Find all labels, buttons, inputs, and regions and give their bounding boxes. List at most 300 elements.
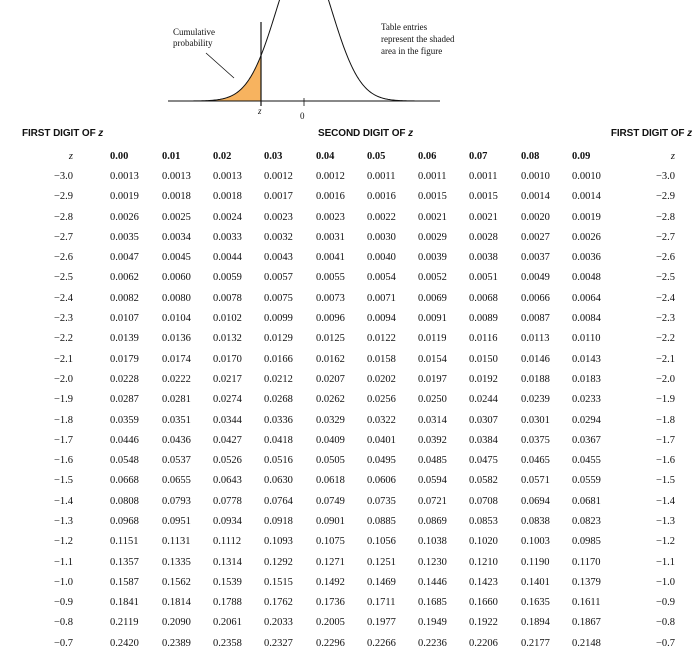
probability-cell: 0.0129 (264, 333, 293, 345)
table-row (0, 288, 680, 308)
probability-cell: 0.0446 (110, 434, 139, 446)
probability-cell: 0.0166 (264, 353, 293, 365)
first-digit-header-right: FIRST DIGIT OF z (610, 128, 692, 139)
z-value-right: −2.7 (655, 231, 675, 243)
z-value-right: −1.1 (655, 556, 675, 568)
z-column-header-right: z (670, 150, 675, 162)
probability-cell: 0.0256 (367, 394, 396, 406)
probability-cell: 0.0089 (469, 313, 498, 325)
probability-cell: 0.0571 (521, 475, 550, 487)
probability-cell: 0.0192 (469, 373, 498, 385)
z-value-right: −1.6 (655, 455, 675, 467)
probability-cell: 0.0367 (572, 434, 601, 446)
probability-cell: 0.1685 (418, 597, 447, 609)
z-value-left: −2.6 (53, 252, 73, 264)
probability-cell: 0.0233 (572, 394, 601, 406)
probability-cell: 0.0139 (110, 333, 139, 345)
probability-cell: 0.0071 (367, 292, 396, 304)
probability-cell: 0.0250 (418, 394, 447, 406)
z-value-left: −2.9 (53, 191, 73, 203)
probability-cell: 0.0091 (418, 313, 447, 325)
col-header: 0.08 (521, 150, 540, 162)
probability-cell: 0.0032 (264, 231, 293, 243)
probability-cell: 0.2061 (213, 617, 242, 629)
probability-cell: 0.0084 (572, 313, 601, 325)
z-value-left: −0.9 (53, 597, 73, 609)
probability-cell: 0.1020 (469, 536, 498, 548)
z-value-left: −3.0 (53, 170, 73, 182)
probability-cell: 0.0162 (316, 353, 345, 365)
probability-cell: 0.0183 (572, 373, 601, 385)
z-value-right: −0.8 (655, 617, 675, 629)
z-value-right: −1.3 (655, 515, 675, 527)
table-row (0, 308, 680, 328)
probability-cell: 0.1251 (367, 556, 396, 568)
probability-cell: 0.0035 (110, 231, 139, 243)
table-row (0, 329, 680, 349)
probability-cell: 0.0125 (316, 333, 345, 345)
probability-cell: 0.0051 (469, 272, 498, 284)
col-header: 0.01 (162, 150, 181, 162)
col-header: 0.06 (418, 150, 437, 162)
probability-cell: 0.0075 (264, 292, 293, 304)
z-value-left: −2.1 (53, 353, 73, 365)
probability-cell: 0.0197 (418, 373, 447, 385)
table-entries-label-line2: represent the shaded (381, 34, 455, 44)
probability-cell: 0.1056 (367, 536, 396, 548)
z-value-right: −3.0 (655, 170, 675, 182)
cumulative-label-line2: probability (173, 38, 213, 48)
probability-cell: 0.0020 (521, 211, 550, 223)
probability-cell: 0.0022 (367, 211, 396, 223)
probability-cell: 0.0019 (110, 191, 139, 203)
probability-cell: 0.0122 (367, 333, 396, 345)
probability-cell: 0.1379 (572, 576, 601, 588)
table-row (0, 613, 680, 633)
probability-cell: 0.2236 (418, 637, 447, 649)
probability-cell: 0.0918 (264, 515, 293, 527)
probability-cell: 0.0606 (367, 475, 396, 487)
probability-cell: 0.0078 (213, 292, 242, 304)
probability-cell: 0.0143 (572, 353, 601, 365)
probability-cell: 0.0475 (469, 455, 498, 467)
probability-cell: 0.0465 (521, 455, 550, 467)
probability-cell: 0.0064 (572, 292, 601, 304)
probability-cell: 0.0838 (521, 515, 550, 527)
probability-cell: 0.0116 (469, 333, 498, 345)
probability-cell: 0.0119 (418, 333, 447, 345)
probability-cell: 0.0026 (110, 211, 139, 223)
probability-cell: 0.0418 (264, 434, 293, 446)
probability-cell: 0.1423 (469, 576, 498, 588)
probability-cell: 0.0044 (213, 252, 242, 264)
probability-cell: 0.0721 (418, 495, 447, 507)
z-value-left: −1.8 (53, 414, 73, 426)
probability-cell: 0.0668 (110, 475, 139, 487)
probability-cell: 0.0150 (469, 353, 498, 365)
probability-cell: 0.0869 (418, 515, 447, 527)
z-value-right: −2.0 (655, 373, 675, 385)
probability-cell: 0.0708 (469, 495, 498, 507)
probability-cell: 0.0516 (264, 455, 293, 467)
normal-curve-figure (0, 0, 698, 125)
probability-cell: 0.0052 (418, 272, 447, 284)
probability-cell: 0.0029 (418, 231, 447, 243)
probability-cell: 0.2420 (110, 637, 139, 649)
probability-cell: 0.0174 (162, 353, 191, 365)
z-value-left: −2.2 (53, 333, 73, 345)
table-row (0, 450, 680, 470)
probability-cell: 0.0026 (572, 231, 601, 243)
probability-cell: 0.1170 (572, 556, 601, 568)
probability-cell: 0.0212 (264, 373, 293, 385)
probability-cell: 0.0073 (316, 292, 345, 304)
col-header: 0.04 (316, 150, 335, 162)
probability-cell: 0.1112 (213, 536, 242, 548)
probability-cell: 0.0069 (418, 292, 447, 304)
probability-cell: 0.0681 (572, 495, 601, 507)
z-value-right: −1.4 (655, 495, 675, 507)
probability-cell: 0.0202 (367, 373, 396, 385)
probability-cell: 0.0853 (469, 515, 498, 527)
probability-cell: 0.0096 (316, 313, 345, 325)
probability-cell: 0.0630 (264, 475, 293, 487)
z-table (0, 146, 680, 653)
probability-cell: 0.0287 (110, 394, 139, 406)
probability-cell: 0.0262 (316, 394, 345, 406)
second-digit-header: SECOND DIGIT OF z (318, 128, 413, 139)
probability-cell: 0.0031 (316, 231, 345, 243)
z-value-left: −1.1 (53, 556, 73, 568)
probability-cell: 0.1131 (162, 536, 191, 548)
z-value-right: −2.1 (655, 353, 675, 365)
table-row (0, 390, 680, 410)
probability-cell: 0.0055 (316, 272, 345, 284)
probability-cell: 0.1515 (264, 576, 293, 588)
probability-cell: 0.1038 (418, 536, 447, 548)
z-value-left: −1.2 (53, 536, 73, 548)
probability-cell: 0.0344 (213, 414, 242, 426)
column-header-row (0, 146, 680, 166)
probability-cell: 0.1003 (521, 536, 550, 548)
z-value-right: −1.5 (655, 475, 675, 487)
probability-cell: 0.0485 (418, 455, 447, 467)
probability-cell: 0.0495 (367, 455, 396, 467)
probability-cell: 0.0582 (469, 475, 498, 487)
z-value-right: −2.6 (655, 252, 675, 264)
z-value-right: −2.2 (655, 333, 675, 345)
z-value-right: −2.4 (655, 292, 675, 304)
probability-cell: 0.2148 (572, 637, 601, 649)
probability-cell: 0.0102 (213, 313, 242, 325)
z-value-left: −1.5 (53, 475, 73, 487)
shaded-area (168, 55, 261, 101)
probability-cell: 0.0024 (213, 211, 242, 223)
probability-cell: 0.1788 (213, 597, 242, 609)
probability-cell: 0.0548 (110, 455, 139, 467)
table-entries-label-line3: area in the figure (381, 46, 443, 56)
probability-cell: 0.0060 (162, 272, 191, 284)
probability-cell: 0.2033 (264, 617, 293, 629)
probability-cell: 0.0336 (264, 414, 293, 426)
probability-cell: 0.2389 (162, 637, 191, 649)
probability-cell: 0.0455 (572, 455, 601, 467)
probability-cell: 0.0793 (162, 495, 191, 507)
probability-cell: 0.1611 (572, 597, 601, 609)
probability-cell: 0.0132 (213, 333, 242, 345)
probability-cell: 0.0087 (521, 313, 550, 325)
probability-cell: 0.0808 (110, 495, 139, 507)
probability-cell: 0.0054 (367, 272, 396, 284)
probability-cell: 0.0039 (418, 252, 447, 264)
probability-cell: 0.0030 (367, 231, 396, 243)
probability-cell: 0.0038 (469, 252, 498, 264)
probability-cell: 0.0351 (162, 414, 191, 426)
col-header: 0.02 (213, 150, 232, 162)
probability-cell: 0.0301 (521, 414, 550, 426)
table-row (0, 369, 680, 389)
table-row (0, 593, 680, 613)
probability-cell: 0.1210 (469, 556, 498, 568)
probability-cell: 0.0392 (418, 434, 447, 446)
z-value-right: −0.9 (655, 597, 675, 609)
probability-cell: 0.0268 (264, 394, 293, 406)
probability-cell: 0.0041 (316, 252, 345, 264)
table-entries-label-line1: Table entries (381, 22, 428, 32)
z-value-left: −2.3 (53, 313, 73, 325)
probability-cell: 0.0207 (316, 373, 345, 385)
probability-cell: 0.1841 (110, 597, 139, 609)
probability-cell: 0.0735 (367, 495, 396, 507)
probability-cell: 0.0080 (162, 292, 191, 304)
probability-cell: 0.0436 (162, 434, 191, 446)
z-value-right: −2.9 (655, 191, 675, 203)
probability-cell: 0.1314 (213, 556, 242, 568)
probability-cell: 0.0179 (110, 353, 139, 365)
probability-cell: 0.1151 (110, 536, 139, 548)
probability-cell: 0.0018 (213, 191, 242, 203)
table-row (0, 471, 680, 491)
probability-cell: 0.2327 (264, 637, 293, 649)
probability-cell: 0.1230 (418, 556, 447, 568)
table-row (0, 166, 680, 186)
z-value-right: −2.3 (655, 313, 675, 325)
z-value-right: −1.0 (655, 576, 675, 588)
table-row (0, 532, 680, 552)
table-row (0, 207, 680, 227)
probability-cell: 0.0537 (162, 455, 191, 467)
z-value-left: −1.6 (53, 455, 73, 467)
z-value-right: −1.7 (655, 434, 675, 446)
probability-cell: 0.0559 (572, 475, 601, 487)
z-value-right: −1.9 (655, 394, 675, 406)
z-value-left: −2.5 (53, 272, 73, 284)
probability-cell: 0.0010 (521, 170, 550, 182)
probability-cell: 0.0329 (316, 414, 345, 426)
probability-cell: 0.0146 (521, 353, 550, 365)
probability-cell: 0.0113 (521, 333, 550, 345)
probability-cell: 0.1562 (162, 576, 191, 588)
table-row (0, 491, 680, 511)
probability-cell: 0.0012 (316, 170, 345, 182)
probability-cell: 0.0107 (110, 313, 139, 325)
probability-cell: 0.0655 (162, 475, 191, 487)
z-value-left: −2.0 (53, 373, 73, 385)
probability-cell: 0.0040 (367, 252, 396, 264)
probability-cell: 0.0099 (264, 313, 293, 325)
z-value-left: −1.9 (53, 394, 73, 406)
probability-cell: 0.0023 (264, 211, 293, 223)
probability-cell: 0.0016 (367, 191, 396, 203)
probability-cell: 0.0021 (418, 211, 447, 223)
probability-cell: 0.0968 (110, 515, 139, 527)
probability-cell: 0.2206 (469, 637, 498, 649)
probability-cell: 0.0222 (162, 373, 191, 385)
probability-cell: 0.1711 (367, 597, 396, 609)
col-header: 0.09 (572, 150, 591, 162)
table-row (0, 430, 680, 450)
probability-cell: 0.0015 (418, 191, 447, 203)
table-row (0, 633, 680, 653)
probability-cell: 0.0066 (521, 292, 550, 304)
probability-cell: 0.0764 (264, 495, 293, 507)
probability-cell: 0.1814 (162, 597, 191, 609)
probability-cell: 0.0019 (572, 211, 601, 223)
probability-cell: 0.0901 (316, 515, 345, 527)
probability-cell: 0.0170 (213, 353, 242, 365)
probability-cell: 0.0023 (316, 211, 345, 223)
probability-cell: 0.0036 (572, 252, 601, 264)
probability-cell: 0.0021 (469, 211, 498, 223)
probability-cell: 0.0104 (162, 313, 191, 325)
probability-cell: 0.0068 (469, 292, 498, 304)
probability-cell: 0.0985 (572, 536, 601, 548)
probability-cell: 0.1977 (367, 617, 396, 629)
table-row (0, 552, 680, 572)
probability-cell: 0.0010 (572, 170, 601, 182)
col-header: 0.05 (367, 150, 386, 162)
probability-cell: 0.2090 (162, 617, 191, 629)
probability-cell: 0.0594 (418, 475, 447, 487)
probability-cell: 0.1292 (264, 556, 293, 568)
z-value-right: −2.5 (655, 272, 675, 284)
probability-cell: 0.1922 (469, 617, 498, 629)
leader-line (206, 53, 234, 78)
probability-cell: 0.0427 (213, 434, 242, 446)
z-value-right: −1.8 (655, 414, 675, 426)
z-value-right: −2.8 (655, 211, 675, 223)
probability-cell: 0.0294 (572, 414, 601, 426)
probability-cell: 0.0375 (521, 434, 550, 446)
probability-cell: 0.0384 (469, 434, 498, 446)
col-header: 0.07 (469, 150, 488, 162)
probability-cell: 0.1492 (316, 576, 345, 588)
probability-cell: 0.1587 (110, 576, 139, 588)
probability-cell: 0.2296 (316, 637, 345, 649)
probability-cell: 0.0307 (469, 414, 498, 426)
probability-cell: 0.0409 (316, 434, 345, 446)
probability-cell: 0.0013 (213, 170, 242, 182)
probability-cell: 0.0027 (521, 231, 550, 243)
table-row (0, 227, 680, 247)
probability-cell: 0.0228 (110, 373, 139, 385)
probability-cell: 0.0017 (264, 191, 293, 203)
table-row (0, 410, 680, 430)
first-digit-header-left: FIRST DIGIT OF z (22, 128, 104, 139)
probability-cell: 0.1539 (213, 576, 242, 588)
probability-cell: 0.1335 (162, 556, 191, 568)
table-row (0, 268, 680, 288)
probability-cell: 0.0158 (367, 353, 396, 365)
probability-cell: 0.1949 (418, 617, 447, 629)
probability-cell: 0.0062 (110, 272, 139, 284)
probability-cell: 0.0136 (162, 333, 191, 345)
z-value-right: −1.2 (655, 536, 675, 548)
probability-cell: 0.0018 (162, 191, 191, 203)
probability-cell: 0.0951 (162, 515, 191, 527)
probability-cell: 0.0526 (213, 455, 242, 467)
probability-cell: 0.1075 (316, 536, 345, 548)
probability-cell: 0.1736 (316, 597, 345, 609)
probability-cell: 0.0082 (110, 292, 139, 304)
probability-cell: 0.1660 (469, 597, 498, 609)
probability-cell: 0.0643 (213, 475, 242, 487)
probability-cell: 0.0934 (213, 515, 242, 527)
probability-cell: 0.1762 (264, 597, 293, 609)
probability-cell: 0.1867 (572, 617, 601, 629)
probability-cell: 0.1446 (418, 576, 447, 588)
probability-cell: 0.0037 (521, 252, 550, 264)
probability-cell: 0.0015 (469, 191, 498, 203)
probability-cell: 0.0359 (110, 414, 139, 426)
probability-cell: 0.1635 (521, 597, 550, 609)
probability-cell: 0.0011 (418, 170, 447, 182)
probability-cell: 0.0047 (110, 252, 139, 264)
probability-cell: 0.2119 (110, 617, 139, 629)
z-value-left: −0.7 (53, 637, 73, 649)
probability-cell: 0.0110 (572, 333, 601, 345)
probability-cell: 0.0401 (367, 434, 396, 446)
probability-cell: 0.0016 (316, 191, 345, 203)
probability-cell: 0.0217 (213, 373, 242, 385)
probability-cell: 0.0049 (521, 272, 550, 284)
probability-cell: 0.0013 (162, 170, 191, 182)
probability-cell: 0.0322 (367, 414, 396, 426)
table-row (0, 187, 680, 207)
z-value-left: −1.3 (53, 515, 73, 527)
probability-cell: 0.0034 (162, 231, 191, 243)
probability-cell: 0.0885 (367, 515, 396, 527)
probability-cell: 0.1093 (264, 536, 293, 548)
probability-cell: 0.0188 (521, 373, 550, 385)
probability-cell: 0.0314 (418, 414, 447, 426)
probability-cell: 0.0013 (110, 170, 139, 182)
probability-cell: 0.0505 (316, 455, 345, 467)
table-row (0, 572, 680, 592)
z-value-left: −2.4 (53, 292, 73, 304)
probability-cell: 0.0244 (469, 394, 498, 406)
probability-cell: 0.0033 (213, 231, 242, 243)
probability-cell: 0.2358 (213, 637, 242, 649)
probability-cell: 0.0057 (264, 272, 293, 284)
z-value-left: −1.7 (53, 434, 73, 446)
probability-cell: 0.0281 (162, 394, 191, 406)
z-value-left: −2.8 (53, 211, 73, 223)
probability-cell: 0.2005 (316, 617, 345, 629)
probability-cell: 0.0618 (316, 475, 345, 487)
z-value-right: −0.7 (655, 637, 675, 649)
z-column-header-left: z (68, 150, 73, 162)
